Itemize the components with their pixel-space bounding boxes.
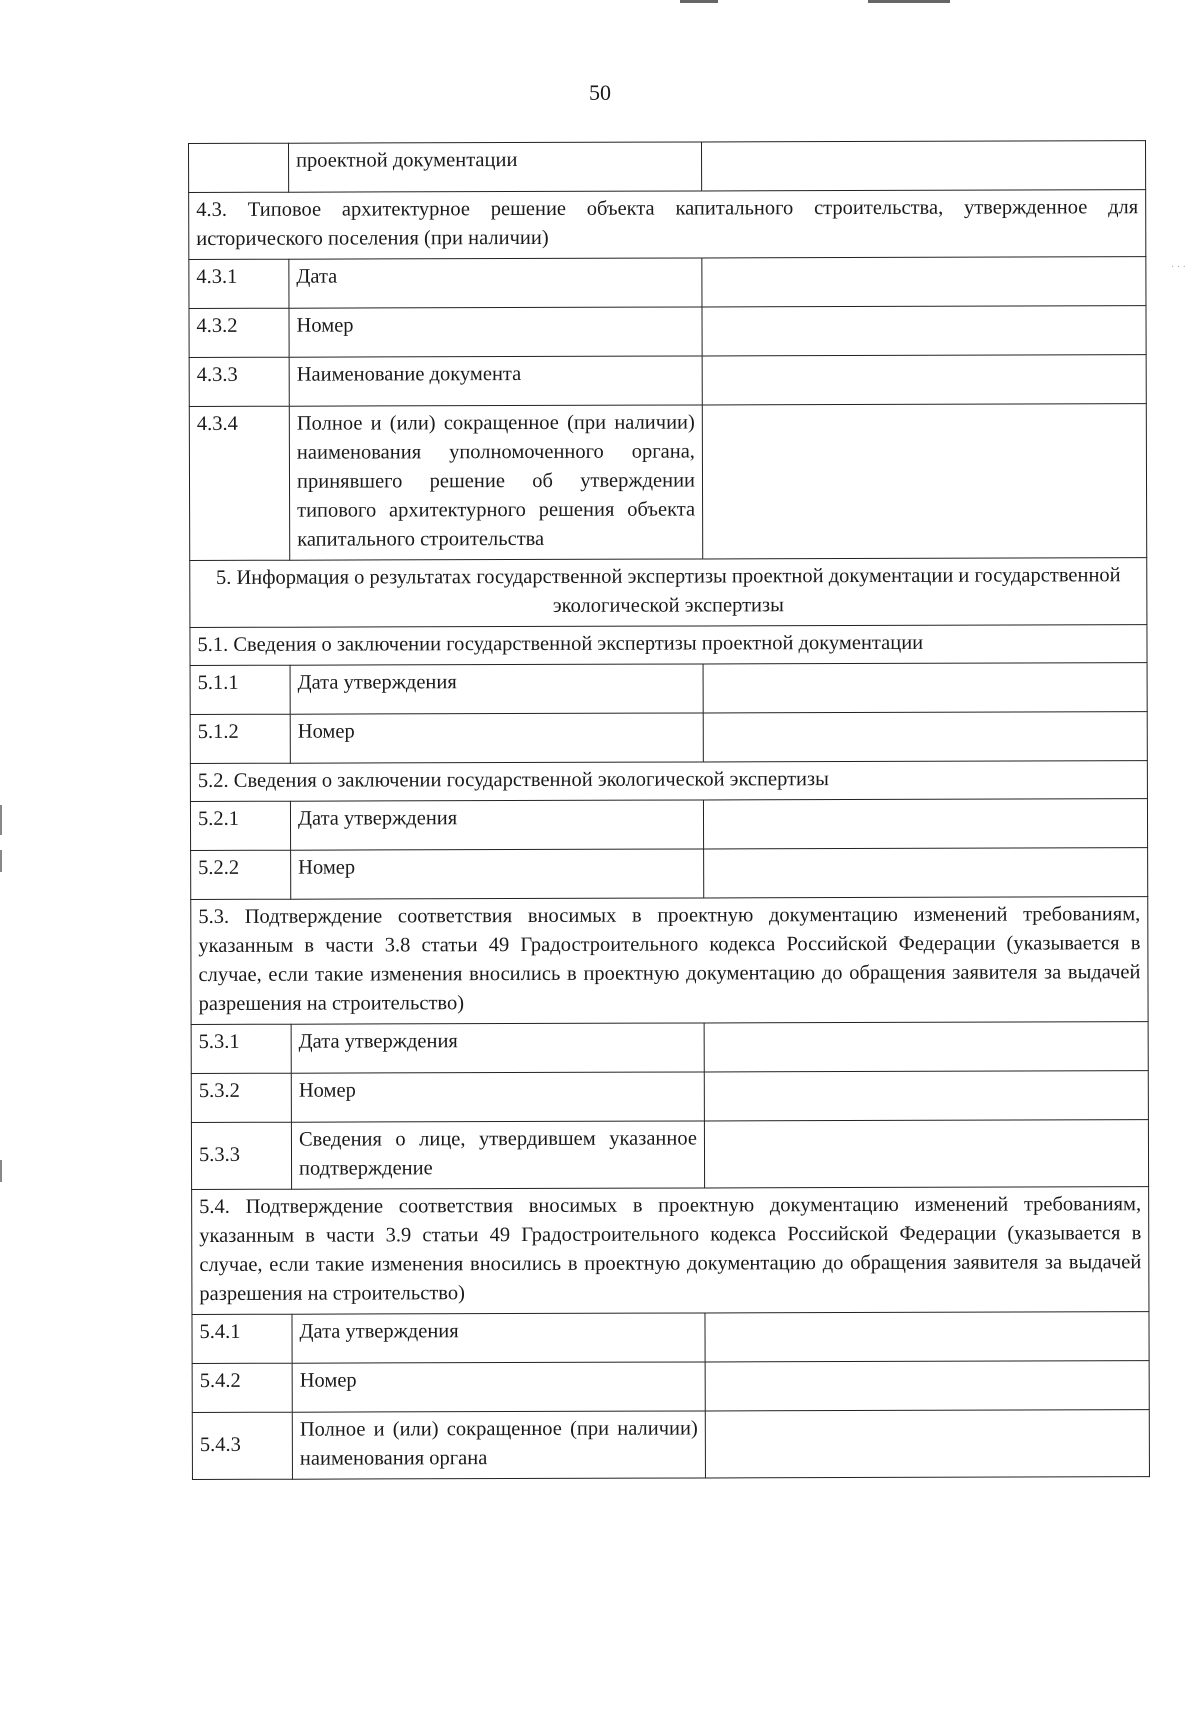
form-table — [188, 140, 1150, 1480]
row-label: Номер — [291, 1072, 704, 1122]
section-heading: 5.2. Сведения о заключении государственной экологической экспертизы — [190, 761, 1147, 802]
table-row — [189, 306, 1146, 358]
row-label: Дата утверждения — [292, 1313, 705, 1363]
value-cell[interactable] — [704, 1120, 1148, 1188]
row-number: 5.1.1 — [190, 665, 290, 714]
value-cell[interactable] — [702, 355, 1146, 405]
value-cell[interactable] — [704, 848, 1148, 898]
row-label: Номер — [292, 1362, 705, 1412]
value-cell[interactable] — [703, 712, 1147, 762]
scan-edge-mark — [0, 1160, 2, 1182]
row-number: 5.3.1 — [191, 1024, 291, 1073]
value-cell[interactable] — [702, 257, 1146, 307]
table-row — [192, 1312, 1149, 1364]
section-heading-row — [190, 558, 1147, 628]
table-row — [191, 1071, 1148, 1123]
value-cell[interactable] — [702, 306, 1146, 356]
row-label: Номер — [290, 713, 703, 763]
row-label: Полное и (или) сокращенное (при наличии) наименования уполномоченного органа, принявшего решение об утверждении типового архитектурного решения объекта капитального строительства — [289, 405, 702, 560]
table-row — [191, 848, 1148, 900]
section-heading-row — [190, 761, 1147, 802]
section-heading: 5.4. Подтверждение соответствия вносимых в проектную документацию изменений требованиям, указанным в части 3.9 статьи 49 Градостроительного кодекса Российской Федерации (указывается в случае, если такие изменения вносились в проектную документацию до обращения заявителя за выдачей разрешения на строительство) — [192, 1187, 1149, 1315]
row-label: Сведения о лице, утвердившем указанное подтверждение — [291, 1121, 704, 1189]
table-row — [190, 712, 1147, 764]
section-heading: 5.3. Подтверждение соответствия вносимых в проектную документацию изменений требованиям, указанным в части 3.8 статьи 49 Градостроительного кодекса Российской Федерации (указывается в случае, если такие изменения вносились в проектную документацию до обращения заявителя за выдачей разрешения на строительство) — [191, 897, 1148, 1025]
row-number: 4.3.3 — [189, 357, 289, 406]
table-row — [190, 663, 1147, 715]
section-heading: 5.1. Сведения о заключении государственной экспертизы проектной документации — [190, 625, 1147, 666]
row-number: 5.4.2 — [192, 1363, 292, 1412]
value-cell[interactable] — [705, 1312, 1149, 1362]
row-label: Дата утверждения — [291, 1023, 704, 1073]
table-row — [190, 799, 1147, 851]
section-heading-row — [190, 625, 1147, 666]
section-heading-row — [189, 190, 1146, 260]
value-cell[interactable] — [704, 1071, 1148, 1121]
scan-edge-mark — [0, 805, 2, 835]
scan-edge-mark — [0, 850, 2, 872]
value-cell[interactable] — [702, 404, 1146, 559]
row-label: Дата утверждения — [290, 800, 703, 850]
value-cell[interactable] — [703, 663, 1147, 713]
table-row — [191, 1022, 1148, 1074]
row-number: 4.3.4 — [189, 406, 289, 560]
row-number: 5.4.3 — [192, 1412, 292, 1479]
row-label: Дата утверждения — [290, 664, 703, 714]
value-cell[interactable] — [701, 141, 1145, 191]
section-heading-row — [191, 897, 1148, 1025]
row-number: 5.1.2 — [190, 714, 290, 763]
row-number: 4.3.2 — [189, 308, 289, 357]
section-heading-row — [192, 1187, 1149, 1315]
row-number: 5.3.3 — [191, 1122, 291, 1189]
row-label: Номер — [291, 849, 704, 899]
value-cell[interactable] — [703, 799, 1147, 849]
table-row — [191, 1120, 1148, 1190]
section-heading: 4.3. Типовое архитектурное решение объекта капитального строительства, утвержденное для исторического поселения (при наличии) — [189, 190, 1146, 260]
row-number: 5.4.1 — [192, 1314, 292, 1363]
table-row — [189, 141, 1146, 193]
row-label: Дата — [289, 258, 702, 308]
row-number: 5.2.1 — [190, 801, 290, 850]
table-row — [189, 257, 1146, 309]
table-row — [192, 1361, 1149, 1413]
value-cell[interactable] — [705, 1361, 1149, 1411]
value-cell[interactable] — [705, 1410, 1149, 1478]
table-row — [192, 1410, 1149, 1480]
row-label: Номер — [289, 307, 702, 357]
section-heading: 5. Информация о результатах государственной экспертизы проектной документации и государственной экологической экспертизы — [190, 558, 1147, 628]
row-number: 5.2.2 — [191, 850, 291, 899]
table-row — [189, 355, 1146, 407]
scan-specks: · · · — [1171, 262, 1186, 273]
table-row — [189, 404, 1146, 561]
row-label: Полное и (или) сокращенное (при наличии) наименования органа — [292, 1411, 705, 1479]
row-number: 5.3.2 — [191, 1073, 291, 1122]
row-number: 4.3.1 — [189, 259, 289, 308]
row-label: Наименование документа — [289, 356, 702, 406]
row-label: проектной документации — [289, 142, 702, 192]
row-number — [189, 143, 289, 192]
scan-top-marks — [540, 0, 960, 6]
value-cell[interactable] — [704, 1022, 1148, 1072]
page-number: 50 — [589, 80, 611, 105]
